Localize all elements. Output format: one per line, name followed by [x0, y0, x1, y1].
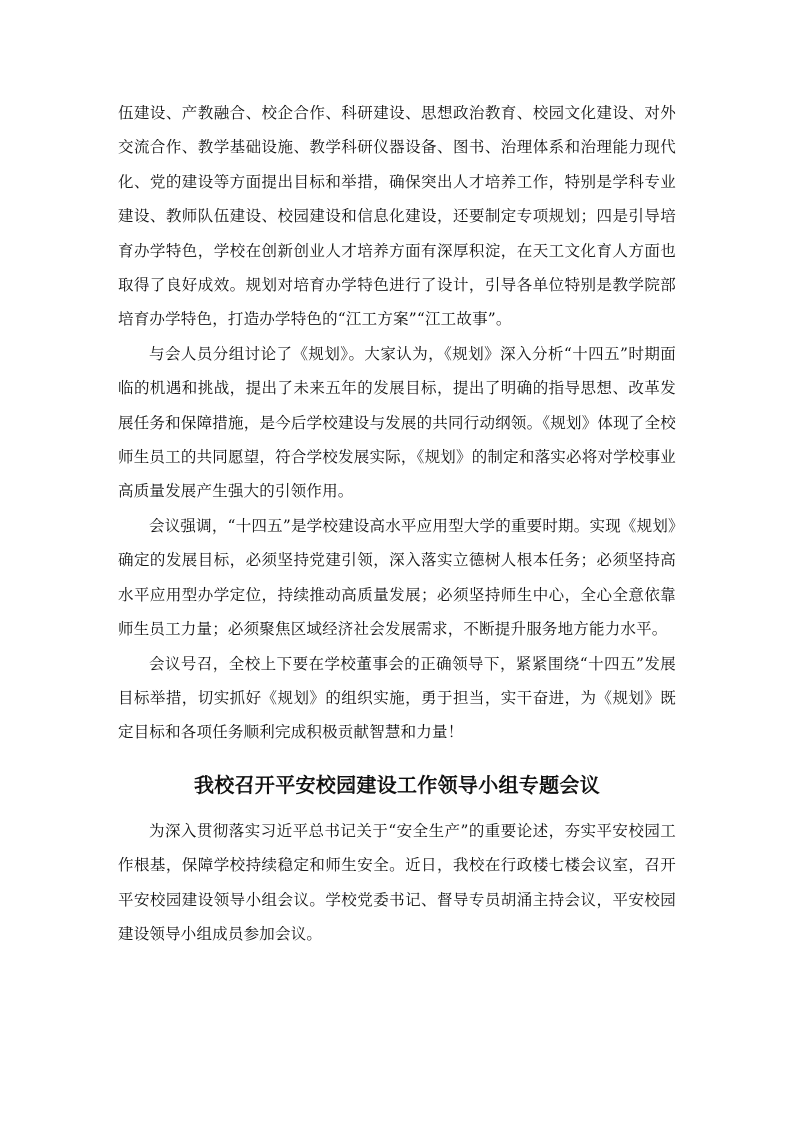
- paragraph-safety-meeting-intro: 为深入贯彻落实习近平总书记关于“安全生产”的重要论述，夯实平安校园工作根基，保障学校持续稳定和师生安全。近日，我校在行政楼七楼会议室，召开平安校园建设领导小组会议。学校党委书记、督导专员胡涌主持会议，平安校园建设领导小组成员参加会议。: [118, 821, 676, 943]
- document-body: [118, 96, 676, 951]
- paragraph-planning-measures: 伍建设、产教融合、校企合作、科研建设、思想政治教育、校园文化建设、对外交流合作、教学基础设施、教学科研仪器设备、图书、治理体系和治理能力现代化、党的建设等方面提出目标和举措，确保突出人才培养工作，特别是学科专业建设、教师队伍建设、校园建设和信息化建设，还要制定专项规划；四是引导培育办学特色，学校在创新创业人才培养方面有深厚积淀，在天工文化育人方面也取得了良好成效。规划对培育办学特色进行了设计，引导各单位特别是教学院部培育办学特色，打造办学特色的“江工方案”“江工故事”。: [118, 104, 676, 329]
- paragraph-group-discussion: 与会人员分组讨论了《规划》。大家认为，《规划》深入分析“十四五”时期面临的机遇和挑战，提出了未来五年的发展目标，提出了明确的指导思想、改革发展任务和保障措施，是今后学校建设与发展的共同行动纲领。《规划》体现了全校师生员工的共同愿望，符合学校发展实际，《规划》的制定和落实必将对学校事业高质量发展产生强大的引领作用。: [118, 344, 676, 501]
- paragraph-meeting-call: 会议号召，全校上下要在学校董事会的正确领导下，紧紧围绕“十四五”发展目标举措，切实抓好《规划》的组织实施，勇于担当，实干奋进，为《规划》既定目标和各项任务顺利完成积极贡献智慧和力量！: [118, 654, 676, 742]
- article-heading: 我校召开平安校园建设工作领导小组专题会议: [194, 772, 600, 797]
- paragraph-meeting-emphasis: 会议强调，“十四五”是学校建设高水平应用型大学的重要时期。实现《规划》确定的发展目标，必须坚持党建引领，深入落实立德树人根本任务；必须坚持高水平应用型办学定位，持续推动高质量发展；必须坚持师生中心，全心全意依靠师生员工力量；必须聚焦区域经济社会发展需求，不断提升服务地方能力水平。: [118, 516, 676, 639]
